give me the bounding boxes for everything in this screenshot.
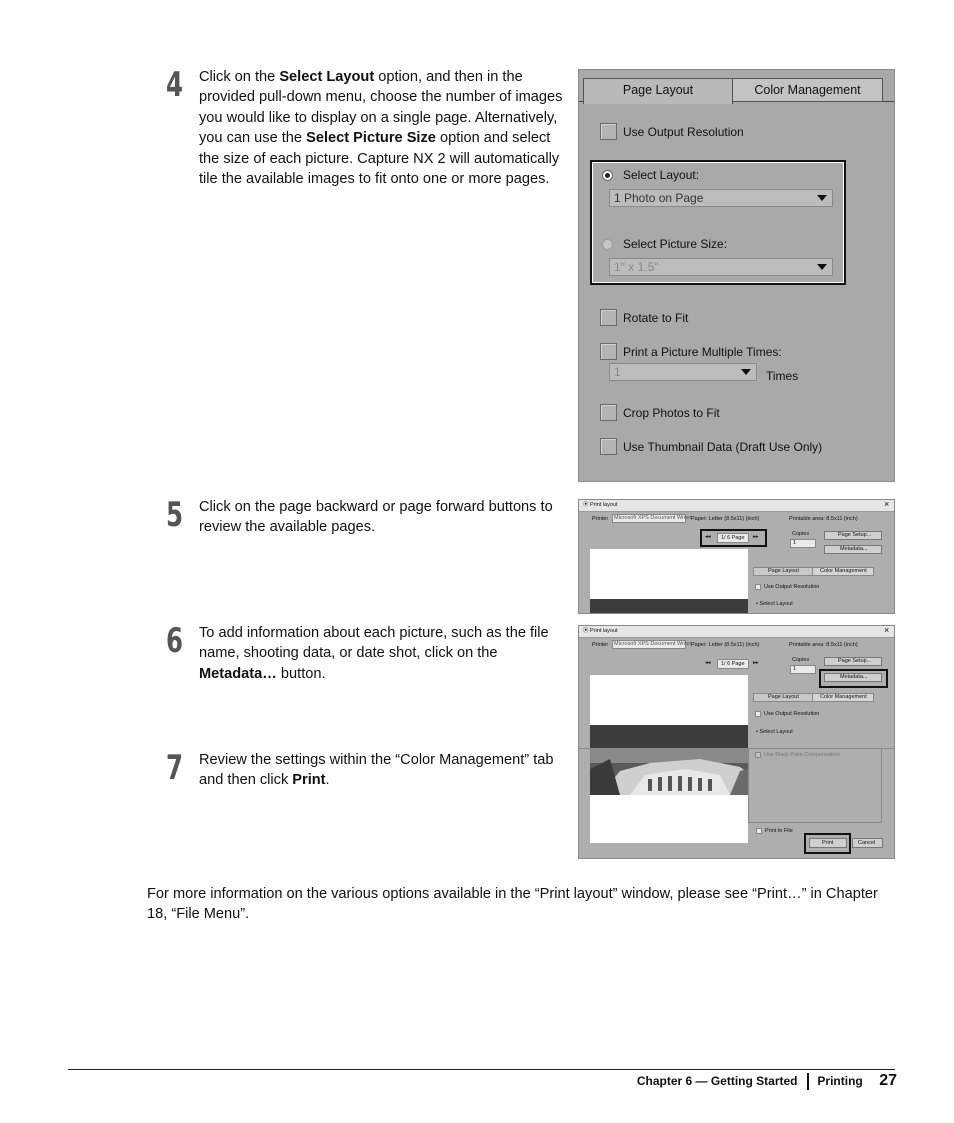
page-number: 27 — [879, 1072, 897, 1089]
picture-size-dropdown[interactable] — [609, 258, 833, 276]
select-picture-size-radio[interactable] — [602, 239, 613, 250]
footer-section: Printing — [817, 1074, 863, 1088]
use-output-resolution-label: Use Output Resolution — [623, 125, 744, 139]
print-layout-screenshot-print — [578, 749, 895, 859]
dropdown-arrow-icon — [741, 369, 751, 375]
footer — [560, 1072, 897, 1094]
print-button[interactable]: Print — [809, 838, 847, 848]
print-multiple-label: Print a Picture Multiple Times: — [623, 345, 782, 359]
layout-dropdown-value: 1 Photo on Page — [614, 191, 704, 205]
printer-label: Printer — [592, 516, 609, 522]
next-page-icon[interactable]: ▸▸ — [753, 534, 759, 540]
prev-page-icon[interactable]: ◂◂ — [705, 660, 711, 666]
layout-dropdown[interactable] — [609, 189, 833, 207]
step-number-5: 5 — [166, 495, 184, 535]
select-picture-size-label: Select Picture Size: — [623, 237, 728, 251]
picture-size-dropdown-value: 1" x 1.5" — [614, 260, 659, 274]
metadata-button[interactable]: Metadata... — [824, 673, 882, 682]
print-layout-screenshot-metadata: ⦿ Print layout × Printer Microsoft XPS Document Writer Paper: Letter (8.5x11) (inch) Printable area: 8.5x11 (inch) ◂◂ 1/ 6 Page ▸▸ Copies 1 Page Setup... Metadata... Page Layout Color Management Use Output Resolution • Select Layout — [578, 625, 895, 749]
step-number-7: 7 — [166, 748, 184, 788]
footer-rule — [68, 1069, 895, 1070]
copies-label: Copies — [792, 531, 810, 537]
rotate-to-fit-checkbox[interactable] — [600, 309, 617, 326]
step-5-text: Click on the page backward or page forward buttons to review the available pages. — [199, 499, 553, 536]
building-photo — [590, 749, 748, 795]
print-to-file-checkbox[interactable] — [756, 828, 762, 834]
use-thumbnail-checkbox[interactable] — [600, 438, 617, 455]
prev-page-icon[interactable]: ◂◂ — [705, 534, 711, 540]
select-layout-label: Select Layout: — [623, 168, 700, 182]
footer-chapter: Chapter 6 — Getting Started — [636, 1074, 798, 1088]
print-layout-title: ⦿ Print layout — [583, 628, 618, 634]
use-thumbnail-label: Use Thumbnail Data (Draft Use Only) — [623, 440, 823, 454]
use-output-resolution-checkbox[interactable] — [600, 123, 617, 140]
black-point-label: Use Black Point Compensation — [764, 752, 840, 758]
next-page-icon[interactable]: ▸▸ — [753, 660, 759, 666]
step-number-4: 4 — [166, 65, 184, 105]
print-multiple-checkbox[interactable] — [600, 343, 617, 360]
times-dropdown-value: 1 — [614, 365, 621, 379]
step-6-text: To add information about each picture, such as the file name, shooting data, or date shot, click on the Metadata… button. — [199, 625, 549, 682]
close-icon[interactable]: × — [884, 499, 890, 509]
dropdown-arrow-icon — [817, 195, 827, 201]
print-to-file-label: Print to File — [765, 828, 793, 834]
printable-area: Printable area: 8.5x11 (inch) — [789, 516, 858, 522]
cancel-button[interactable]: Cancel — [852, 838, 883, 848]
page-layout-panel-screenshot — [578, 69, 895, 482]
crop-photos-checkbox[interactable] — [600, 404, 617, 421]
print-layout-screenshot-page-nav: ⦿ Print layout × Printer Microsoft XPS Document Writer Paper: Letter (8.5x11) (inch) Printable area: 8.5x11 (inch) ◂◂ 1/ 6 Page ▸▸ Copies 1 Page Setup... Metadata... Page Layout Color Management Use Output Resolution • Select Layout — [578, 499, 895, 614]
select-layout-radio[interactable] — [602, 170, 613, 181]
tab-color-management[interactable]: Color Management — [732, 78, 883, 102]
times-label: Times — [766, 369, 799, 383]
step-number-6: 6 — [166, 621, 184, 661]
more-info-note: For more information on the various options available in the “Print layout” window, please see “Print…” in Chapter 18, “File Menu”. — [147, 886, 878, 923]
print-layout-title: ⦿ Print layout — [583, 502, 618, 508]
times-dropdown[interactable] — [609, 363, 757, 381]
step-4-text: Click on the Select Layout option, and then in the provided pull-down menu, choose the number of images you would like to display on a single page. Alternatively, you can use the Select Picture Size option and select the size of each picture. Capture NX 2 will automatically tile the available images to fit onto one or more pages. — [199, 69, 563, 188]
crop-photos-label: Crop Photos to Fit — [623, 406, 720, 420]
dropdown-arrow-icon — [817, 264, 827, 270]
rotate-to-fit-label: Rotate to Fit — [623, 311, 689, 325]
close-icon[interactable]: × — [884, 625, 890, 635]
paper-label: Paper: Letter (8.5x11) (inch) — [691, 516, 760, 522]
step-7-text: Review the settings within the “Color Management” tab and then click Print. — [199, 752, 554, 789]
tab-page-layout[interactable]: Page Layout — [583, 78, 733, 104]
